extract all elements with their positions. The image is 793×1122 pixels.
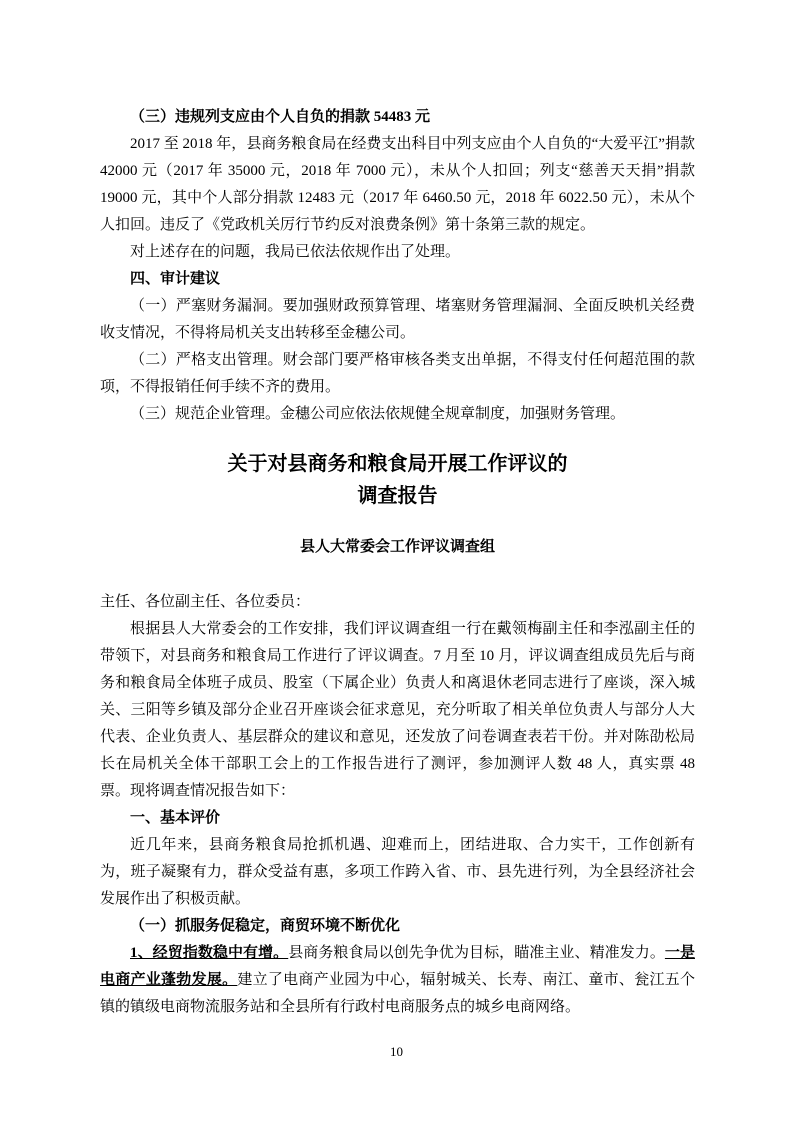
report-title-line-1: 关于对县商务和粮食局开展工作评议的 (227, 453, 568, 475)
report-section-1-heading: 一、基本评价 (130, 810, 221, 826)
report-salutation: 主任、各位副主任、各位委员： (100, 594, 311, 610)
audit-suggestion-3: （三）规范企业管理。金穗公司应依法依规健全规章制度，加强财务管理。 (130, 406, 626, 422)
audit-handled-paragraph: 对上述存在的问题，我局已依法依规作出了处理。 (130, 244, 461, 260)
report-title-line-2: 调查报告 (357, 485, 438, 507)
audit-suggestion-2: （二）严格支出管理。财会部门要严格审核各类支出单据，不得支付任何超范围的款项，不得报销任何手续不齐的费用。 (100, 352, 695, 395)
point-1-text: 县商务粮食局以创先争优为目标，瞄准主业、精准发力。 (288, 945, 665, 961)
point-1-lead: 1、经贸指数稳中有增。 (130, 945, 289, 961)
report-point-1-paragraph (100, 940, 695, 1021)
audit-suggestion-1: （一）严塞财务漏洞。要加强财政预算管理、堵塞财务管理漏洞、全面反映机关经费收支情况，不得将局机关支出转移至金穗公司。 (100, 298, 695, 341)
audit-donation-paragraph: 2017 至 2018 年，县商务粮食局在经费支出科目中列支应由个人自负的“大爱平江”捐款 42000 元（2017 年 35000 元，2018 年 7000 元），未从个人扣回；列支“慈善天天捐”捐款 19000 元，其中个人部分捐款 12483 元（2017 年 6460.50 元，2018 年 6022.50 元），未从个人扣回。违反了《党政机关厉行节约反对浪费条例》第十条第三款的规定。 (100, 136, 695, 233)
page-number: 10 (390, 1044, 403, 1059)
report-intro-paragraph: 根据县人大常委会的工作安排，我们评议调查组一行在戴领梅副主任和李泓副主任的带领下，对县商务和粮食局工作进行了评议调查。7 月至 10 月，评议调查组成员先后与商务和粮食局全体班子成员、股室（下属企业）负责人和离退休老同志进行了座谈，深入城关、三阳等乡镇及部分企业召开座谈会征求意见，充分听取了相关单位负责人与部分人大代表、企业负责人、基层群众的建议和意见，还发放了问卷调查表若干份。并对陈劭松局长在局机关全体干部职工会上的工作报告进行了测评，参加测评人数 48 人，真实票 48 票。现将调查情况报告如下： (100, 621, 695, 799)
point-1-subtext: 建立了电商产业园为中心，辐射城关、长寿、南江、童市、瓮江五个镇的镇级电商物流服务站和全县所有行政村电商服务点的城乡电商网络。 (100, 972, 695, 1015)
report-author: 县人大常委会工作评议调查组 (299, 539, 495, 555)
point-1-sublead: 一是电商产业蓬勃发展。 (100, 945, 695, 988)
audit-suggestions-heading: 四、审计建议 (130, 271, 221, 287)
report-subsection-1-heading: （一）抓服务促稳定，商贸环境不断优化 (130, 918, 401, 934)
audit-subsection-heading: （三）违规列支应由个人自负的捐款 54483 元 (130, 109, 431, 125)
page-content (100, 104, 695, 1021)
report-section-1-paragraph: 近几年来，县商务粮食局抢抓机遇、迎难而上，团结进取、合力实干，工作创新有为，班子凝聚有力，群众受益有惠，多项工作跨入省、市、县先进行列，为全县经济社会发展作出了积极贡献。 (100, 837, 695, 907)
